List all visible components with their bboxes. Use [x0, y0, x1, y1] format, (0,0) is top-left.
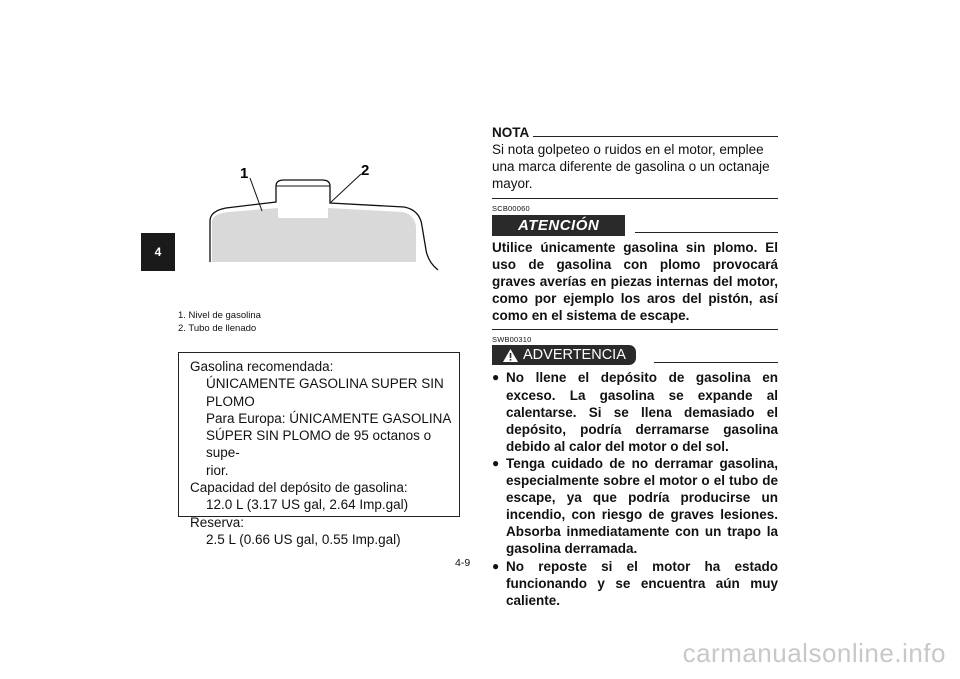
fuel-tank-illustration [198, 158, 458, 278]
callout-1: 1 [240, 165, 249, 182]
chapter-tab-strip [141, 120, 175, 568]
spec-line: PLOMO [206, 393, 255, 409]
caption-2: 2. Tubo de llenado [178, 323, 257, 334]
figure-captions [178, 309, 261, 335]
spec-line: Reserva: [190, 514, 245, 530]
list-item [492, 369, 778, 454]
chapter-tab: 4 [141, 233, 175, 271]
spec-line: Capacidad del depósito de gasolina: [190, 480, 408, 496]
fuel-level [212, 208, 416, 262]
list-item-text: No llene el depósito de gasolina en exceso. La gasolina se expande al calentarse. Si se llena demasiado el depósito, podría derramarse gasolina debido al calor del motor o del sol. [506, 370, 778, 454]
bullet-icon: ● [492, 455, 500, 470]
nota-end-rule [492, 198, 778, 199]
atencion-banner: ATENCIÓN [492, 215, 625, 236]
callout-2: 2 [361, 162, 370, 179]
page-number: 4-9 [455, 557, 471, 569]
advertencia-title: ADVERTENCIA [523, 347, 626, 364]
advertencia-list [492, 369, 778, 608]
bullet-icon: ● [492, 558, 500, 573]
bullet-icon: ● [492, 370, 500, 385]
list-item-text: No reposte si el motor ha estado funcionando y se encuentra aún muy caliente. [506, 558, 778, 608]
watermark: carmanualsonline.info [682, 638, 946, 668]
spec-line: SÚPER SIN PLOMO de 95 octanos o supe- [206, 428, 432, 461]
advertencia-code: SWB00310 [492, 335, 532, 345]
spec-line: 12.0 L (3.17 US gal, 2.64 Imp.gal) [206, 497, 409, 513]
spec-line: Para Europa: ÚNICAMENTE GASOLINA [206, 410, 452, 426]
atencion-rule [635, 232, 778, 233]
callout-line-1 [250, 178, 262, 211]
list-item-text: Tenga cuidado de no derramar gasolina, especialmente sobre el motor o el tubo de escape, ya que podría producirse un incendio, con riesgo de graves lesiones. Absorba inmediatamente con un trapo la gasolina derramada. [506, 455, 778, 557]
atencion-header [492, 215, 778, 236]
warning-triangle-icon [502, 348, 519, 363]
advertencia-header [492, 345, 778, 365]
right-column [492, 125, 778, 609]
caption-1: 1. Nivel de gasolina [178, 310, 261, 321]
advertencia-banner [492, 345, 636, 365]
callout-line-2 [330, 174, 361, 203]
nota-text: Si nota golpeteo o ruidos en el motor, emplee una marca diferente de gasolina o un octanaje mayor. [492, 142, 770, 191]
nota-label: NOTA [492, 125, 530, 140]
spec-line: 2.5 L (0.66 US gal, 0.55 Imp.gal) [206, 531, 401, 547]
atencion-text: Utilice únicamente gasolina sin plomo. El uso de gasolina con plomo provocará graves averías en piezas internas del motor, como por ejemplo los aros del pistón, así como en el sistema de escape. [492, 240, 778, 324]
spec-line: Gasolina recomendada: [190, 359, 334, 374]
list-item [492, 455, 778, 558]
spec-line: ÚNICAMENTE GASOLINA SUPER SIN [206, 376, 444, 392]
nota-header [492, 125, 778, 140]
advertencia-rule [654, 362, 778, 363]
spec-line: rior. [206, 462, 229, 478]
nota-rule [533, 136, 778, 137]
atencion-code: SCB00060 [492, 204, 530, 213]
atencion-end-rule [492, 329, 778, 330]
fuel-spec-box [178, 352, 460, 547]
list-item [492, 558, 778, 609]
